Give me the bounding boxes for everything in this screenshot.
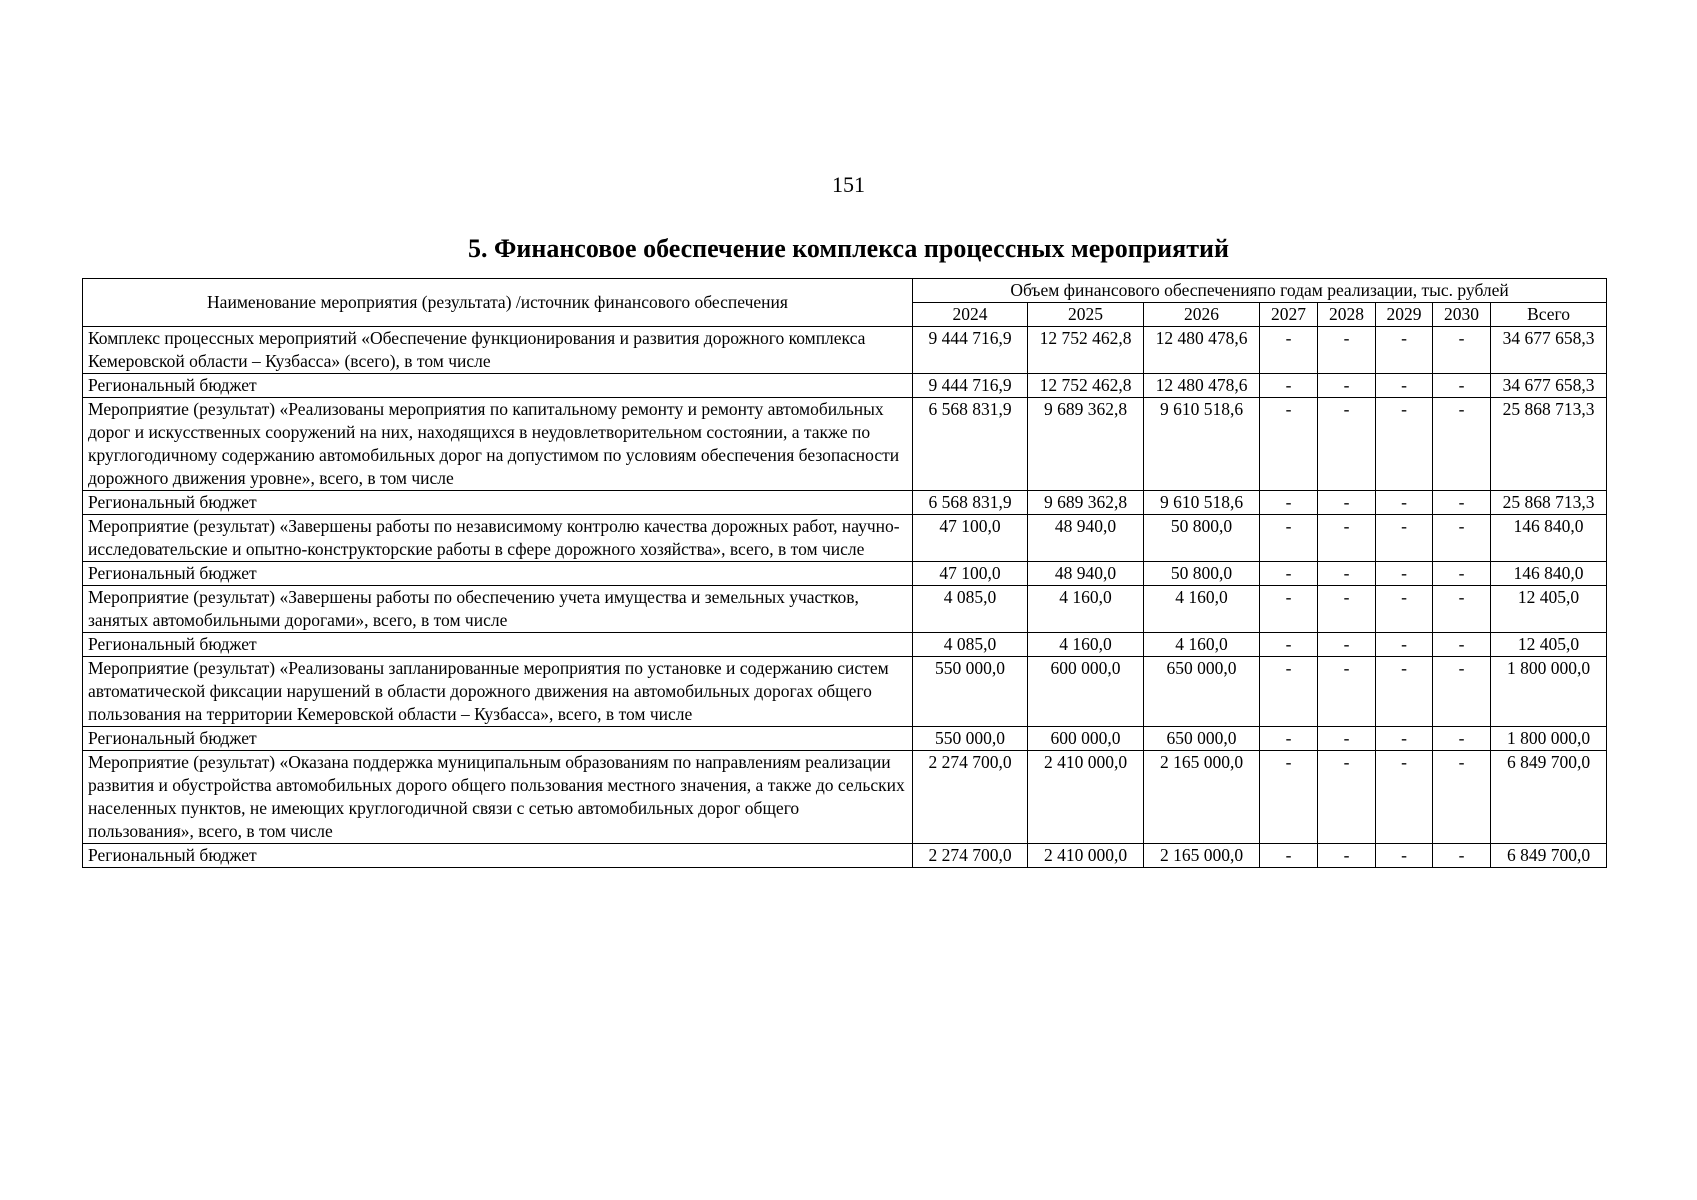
row-value: - [1318,515,1376,562]
row-value: - [1433,633,1491,657]
row-total: 1 800 000,0 [1491,727,1607,751]
row-value: - [1433,374,1491,398]
row-value: 550 000,0 [913,727,1028,751]
row-name: Мероприятие (результат) «Завершены работы по независимому контролю качества дорожных работ, научно-исследовательские и опытно-конструкторские работы в сфере дорожного хозяйства», всего, в том числе [83,515,913,562]
row-value: - [1318,586,1376,633]
row-value: - [1433,844,1491,868]
row-value: - [1318,491,1376,515]
row-value: 9 444 716,9 [913,374,1028,398]
row-value: - [1318,327,1376,374]
row-value: 2 274 700,0 [913,844,1028,868]
row-name: Региональный бюджет [83,562,913,586]
row-value: - [1318,751,1376,844]
row-value: 12 480 478,6 [1144,374,1260,398]
row-value: 650 000,0 [1144,657,1260,727]
page-number: 151 [832,172,865,197]
table-body [83,327,1607,868]
row-value: - [1433,657,1491,727]
row-value: 9 610 518,6 [1144,398,1260,491]
row-value: - [1433,727,1491,751]
row-value: 6 568 831,9 [913,491,1028,515]
row-value: - [1318,562,1376,586]
row-value: - [1376,515,1433,562]
row-value: - [1376,586,1433,633]
row-value: 9 444 716,9 [913,327,1028,374]
header-volume: Объем финансового обеспеченияпо годам реализации, тыс. рублей [913,279,1607,303]
row-value: 2 410 000,0 [1028,844,1144,868]
row-total: 34 677 658,3 [1491,327,1607,374]
row-total: 25 868 713,3 [1491,398,1607,491]
row-value: - [1376,327,1433,374]
row-total: 146 840,0 [1491,562,1607,586]
year-header: 2026 [1144,303,1260,327]
row-value: 12 752 462,8 [1028,327,1144,374]
table-row [83,515,1607,562]
table-row [83,657,1607,727]
row-total: 6 849 700,0 [1491,844,1607,868]
row-value: - [1433,327,1491,374]
row-value: 4 085,0 [913,633,1028,657]
row-value: - [1433,586,1491,633]
row-value: 4 160,0 [1144,633,1260,657]
row-value: 12 752 462,8 [1028,374,1144,398]
row-value: 550 000,0 [913,657,1028,727]
row-value: - [1376,562,1433,586]
row-name: Комплекс процессных мероприятий «Обеспечение функционирования и развития дорожного комплекса Кемеровской области – Кузбасса» (всего), в том числе [83,327,913,374]
row-value: - [1376,491,1433,515]
row-value: - [1376,374,1433,398]
row-name: Региональный бюджет [83,374,913,398]
row-total: 12 405,0 [1491,633,1607,657]
table-row [83,844,1607,868]
row-value: 9 610 518,6 [1144,491,1260,515]
year-header: 2027 [1260,303,1318,327]
row-value: - [1376,844,1433,868]
row-value: 650 000,0 [1144,727,1260,751]
row-value: 9 689 362,8 [1028,491,1144,515]
header-name: Наименование мероприятия (результата) /источник финансового обеспечения [83,279,913,327]
row-value: 4 160,0 [1144,586,1260,633]
row-value: - [1260,727,1318,751]
row-value: - [1318,374,1376,398]
row-value: 600 000,0 [1028,727,1144,751]
row-value: - [1433,562,1491,586]
row-value: - [1318,657,1376,727]
year-header: 2028 [1318,303,1376,327]
row-value: 2 165 000,0 [1144,844,1260,868]
row-value: - [1376,727,1433,751]
row-name: Мероприятие (результат) «Реализованы запланированные мероприятия по установке и содержанию систем автоматической фиксации нарушений в области дорожного движения на автомобильных дорогах общего пользования на территории Кемеровской области – Кузбасса», всего, в том числе [83,657,913,727]
row-total: 1 800 000,0 [1491,657,1607,727]
row-value: - [1376,751,1433,844]
row-value: 2 165 000,0 [1144,751,1260,844]
row-total: 34 677 658,3 [1491,374,1607,398]
row-value: - [1260,633,1318,657]
row-value: 6 568 831,9 [913,398,1028,491]
table-row [83,633,1607,657]
row-value: - [1433,491,1491,515]
row-value: - [1260,562,1318,586]
row-value: - [1260,398,1318,491]
row-value: - [1433,751,1491,844]
row-name: Мероприятие (результат) «Реализованы мероприятия по капитальному ремонту и ремонту автомобильных дорог и искусственных сооружений на них, находящихся в неудовлетворительном состоянии, а также по круглогодичному содержанию автомобильных дорог на допустимом по условиям обеспечения безопасности дорожного движения уровне», всего, в том числе [83,398,913,491]
table-row [83,727,1607,751]
row-name: Мероприятие (результат) «Оказана поддержка муниципальным образованиям по направлениям реализации развития и обустройства автомобильных дорого общего пользования местного значения, а также до сельских населенных пунктов, не имеющих круглогодичной связи с сетью автомобильных дорог общего пользования», всего, в том числе [83,751,913,844]
row-value: - [1433,515,1491,562]
table-row [83,586,1607,633]
row-value: 48 940,0 [1028,515,1144,562]
table-row [83,751,1607,844]
year-header: 2030 [1433,303,1491,327]
row-value: - [1260,751,1318,844]
row-value: 2 274 700,0 [913,751,1028,844]
row-value: - [1260,374,1318,398]
year-header: 2029 [1376,303,1433,327]
year-header: 2024 [913,303,1028,327]
page-title: 5. Финансовое обеспечение комплекса процессных мероприятий [468,234,1229,263]
row-value: 12 480 478,6 [1144,327,1260,374]
row-name: Мероприятие (результат) «Завершены работы по обеспечению учета имущества и земельных участков, занятых автомобильными дорогами», всего, в том числе [83,586,913,633]
row-value: - [1260,657,1318,727]
row-value: - [1376,633,1433,657]
row-value: - [1376,398,1433,491]
table-row [83,491,1607,515]
row-total: 146 840,0 [1491,515,1607,562]
row-value: - [1318,633,1376,657]
row-value: - [1318,844,1376,868]
row-name: Региональный бюджет [83,633,913,657]
row-value: 600 000,0 [1028,657,1144,727]
row-value: 50 800,0 [1144,562,1260,586]
row-value: - [1260,515,1318,562]
total-header: Всего [1491,303,1607,327]
table-row [83,327,1607,374]
row-name: Региональный бюджет [83,491,913,515]
table-row [83,374,1607,398]
row-value: 4 160,0 [1028,586,1144,633]
table-row [83,398,1607,491]
row-value: - [1260,491,1318,515]
row-value: - [1260,586,1318,633]
row-total: 25 868 713,3 [1491,491,1607,515]
financing-table [82,278,1607,868]
row-value: 47 100,0 [913,562,1028,586]
row-value: 4 085,0 [913,586,1028,633]
row-value: - [1376,657,1433,727]
row-value: 47 100,0 [913,515,1028,562]
row-value: 48 940,0 [1028,562,1144,586]
row-value: 50 800,0 [1144,515,1260,562]
row-name: Региональный бюджет [83,844,913,868]
row-value: - [1318,398,1376,491]
row-value: 9 689 362,8 [1028,398,1144,491]
row-name: Региональный бюджет [83,727,913,751]
row-value: 4 160,0 [1028,633,1144,657]
row-total: 12 405,0 [1491,586,1607,633]
row-value: - [1318,727,1376,751]
row-value: 2 410 000,0 [1028,751,1144,844]
table-row [83,562,1607,586]
row-total: 6 849 700,0 [1491,751,1607,844]
row-value: - [1260,327,1318,374]
row-value: - [1433,398,1491,491]
row-value: - [1260,844,1318,868]
year-header: 2025 [1028,303,1144,327]
